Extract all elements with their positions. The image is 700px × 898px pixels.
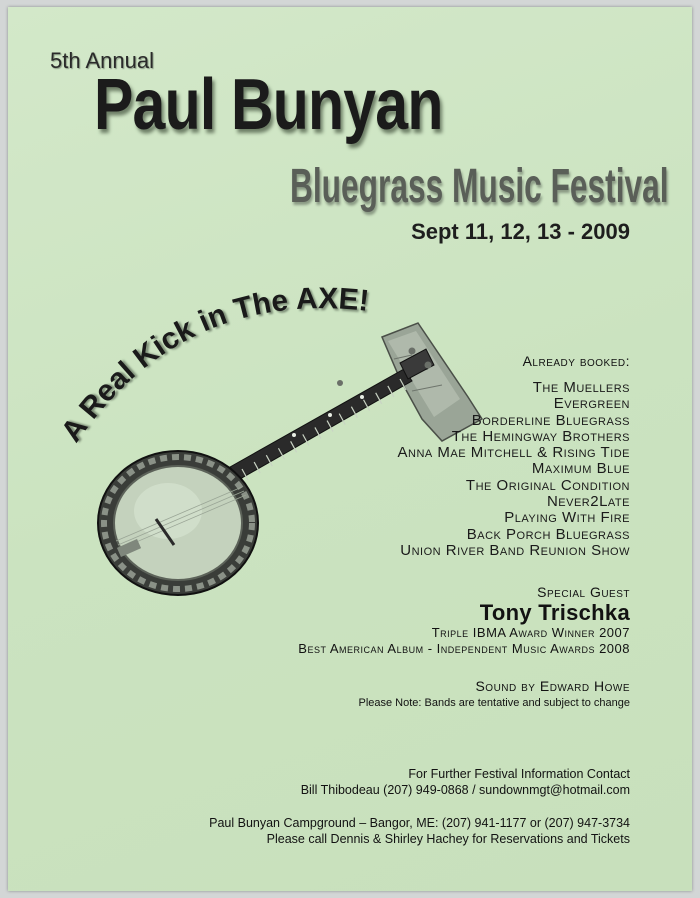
edition-label: 5th Annual: [50, 48, 154, 73]
campground-info: Paul Bunyan Campground – Bangor, ME: (207) 941-1177 or (207) 947-3734: [209, 816, 630, 830]
festival-subtitle: Bluegrass Music Festival: [290, 160, 669, 213]
lineup-disclaimer: Please Note: Bands are tentative and subject to change: [358, 697, 630, 709]
band-item: Union River Band Reunion Show: [400, 541, 630, 559]
festival-title: Paul Bunyan: [94, 65, 443, 145]
band-item: Back Porch Bluegrass: [466, 525, 630, 543]
band-item: Evergreen: [553, 395, 630, 413]
flyer-page: [8, 7, 692, 891]
lineup-heading: Already booked:: [522, 353, 630, 369]
special-guest-heading: Special Guest: [537, 584, 630, 600]
band-item: Anna Mae Mitchell & Rising Tide: [397, 444, 630, 462]
band-item: Maximum Blue: [531, 460, 630, 478]
festival-dates: Sept 11, 12, 13 - 2009: [411, 219, 630, 244]
special-guest-award: Triple IBMA Award Winner 2007: [431, 625, 630, 640]
special-guest-award: Best American Album - Independent Music Awards 2008: [298, 641, 630, 656]
contact-info: Bill Thibodeau (207) 949-0868 / sundownmgt@hotmail.com: [300, 783, 630, 797]
contact-heading: For Further Festival Information Contact: [408, 767, 630, 781]
band-item: Playing With Fire: [504, 509, 630, 527]
band-item: Borderline Bluegrass: [471, 411, 630, 429]
band-item: Never2Late: [546, 493, 630, 511]
band-list: [398, 380, 630, 559]
band-item: The Original Condition: [465, 476, 630, 494]
reservation-info: Please call Dennis & Shirley Hachey for Reservations and Tickets: [266, 832, 630, 846]
banjo-pot: [98, 451, 258, 595]
tagline-text: A Real Kick in The AXE!: [54, 282, 371, 448]
special-guest-name: Tony Trischka: [479, 600, 630, 625]
sound-credit: Sound by Edward Howe: [475, 678, 630, 694]
band-item: The Hemingway Brothers: [451, 427, 630, 445]
band-item: The Muellers: [532, 379, 630, 396]
